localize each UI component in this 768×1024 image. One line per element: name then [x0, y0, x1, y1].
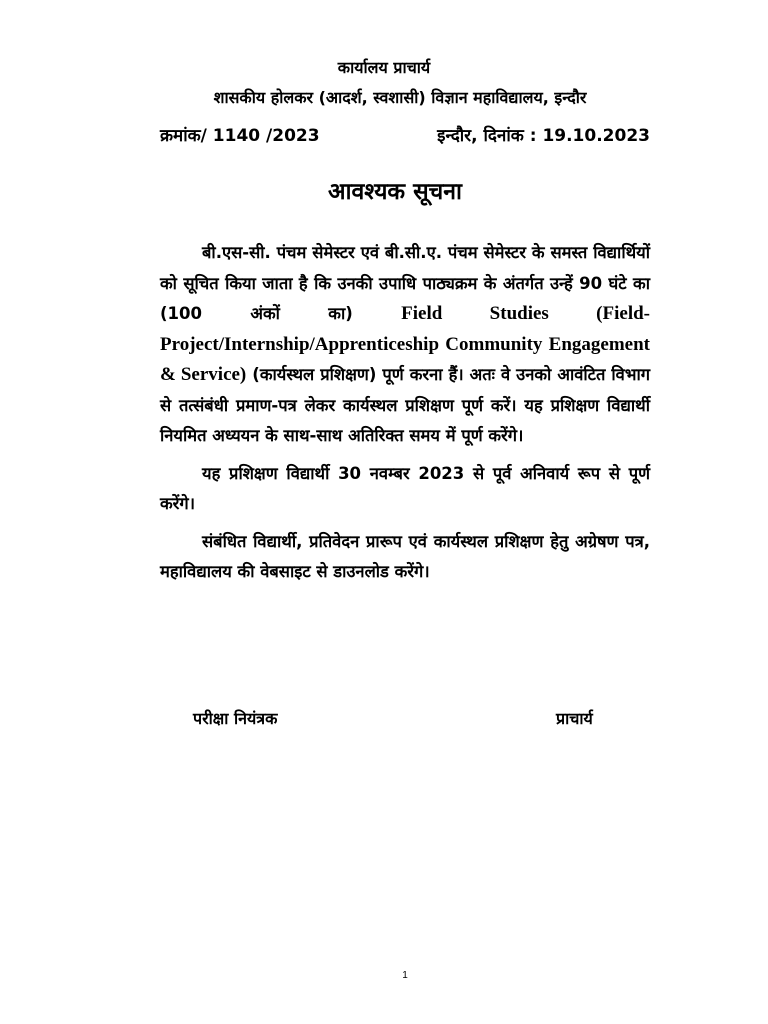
page-number: 1 [402, 970, 408, 981]
paragraph-3: संबंधित विद्यार्थी, प्रतिवेदन प्रारूप एवं कार्यस्थल प्रशिक्षण हेतु अग्रेषण पत्र, महाविद्यालय की वेबसाइट से डाउनलोड करेंगे। [160, 531, 650, 581]
signature-principal: प्राचार्य [556, 709, 593, 728]
place-date: इन्दौर, दिनांक : 19.10.2023 [437, 126, 650, 146]
paragraph-1-hindi-b: (कार्यस्थल प्रशिक्षण) पूर्ण करना हैं। अतः वे उनको आवंटित विभाग से तत्संबंधी प्रमाण-पत्र लेकर कार्यस्थल प्रशिक्षण पूर्ण करें। यह प्रशिक्षण विद्यार्थी नियमित अध्ययन के साथ-साथ अतिरिक्त समय में पूर्ण करेंगे। [160, 365, 651, 445]
office-title: कार्यालय प्राचार्य [337, 58, 431, 77]
paragraph-1-hindi-a: बी.एस-सी. पंचम सेमेस्टर एवं बी.सी.ए. पंचम सेमेस्टर के समस्त विद्यार्थियों को सूचित किया जाता है कि उनकी उपाधि पाठ्यक्रम के अंतर्गत उन्हें 90 घंटे का (100 अंकों का) [160, 243, 650, 323]
reference-number: क्रमांक/ 1140 /2023 [160, 126, 320, 146]
paragraph-1 [160, 238, 650, 452]
signature-exam-controller: परीक्षा नियंत्रक [193, 709, 278, 728]
paragraph-2: यह प्रशिक्षण विद्यार्थी 30 नवम्बर 2023 से पूर्व अनिवार्य रूप से पूर्ण करेंगे। [160, 463, 650, 513]
paragraph-1-english: Field Studies (Field-Project/Internship/Apprenticeship Community Engagement & Service) [160, 303, 650, 385]
notice-body [160, 238, 650, 595]
notice-title: आवश्यक सूचना [328, 179, 462, 205]
college-name: शासकीय होलकर (आदर्श, स्वशासी) विज्ञान महाविद्यालय, इन्दौर [213, 88, 587, 107]
